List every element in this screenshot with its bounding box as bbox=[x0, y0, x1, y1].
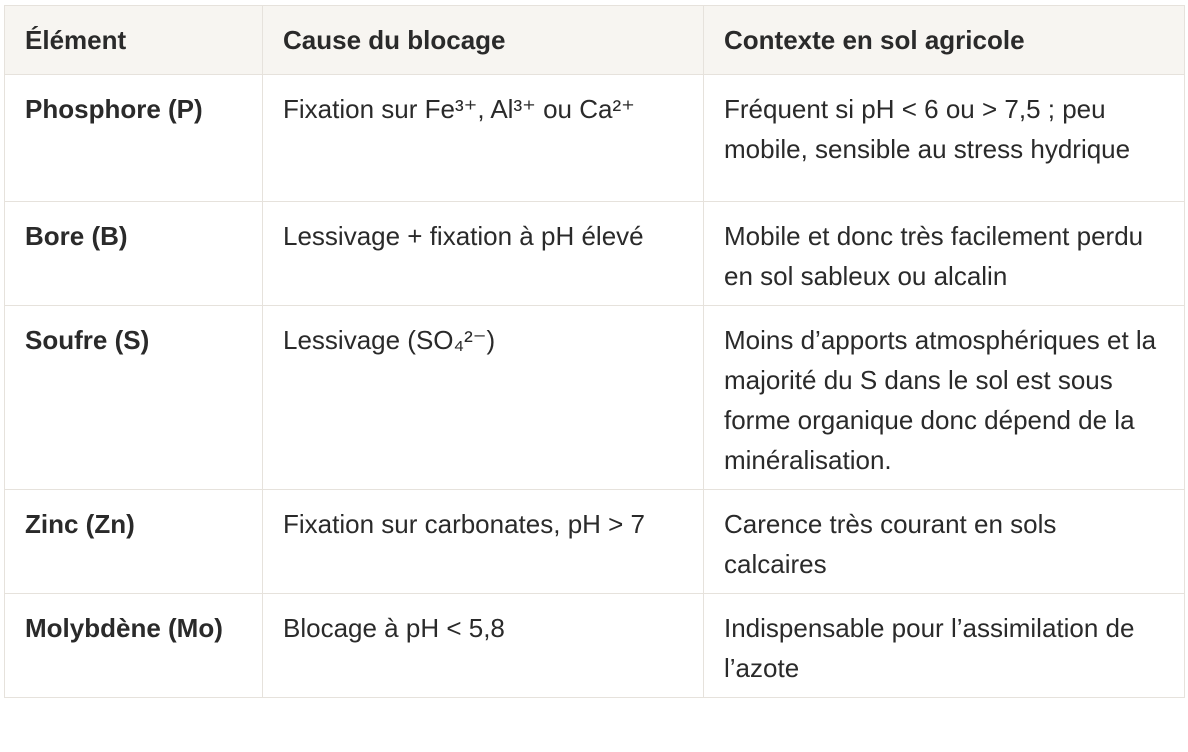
header-context: Contexte en sol agricole bbox=[704, 6, 1185, 75]
cell-element: Molybdène (Mo) bbox=[5, 594, 263, 698]
table-row bbox=[5, 202, 1185, 306]
cell-element: Phosphore (P) bbox=[5, 75, 263, 202]
cell-context: Moins d’apports atmosphériques et la majorité du S dans le sol est sous forme organique donc dépend de la minéralisation. bbox=[704, 306, 1185, 490]
cell-context: Carence très courant en sols calcaires bbox=[704, 490, 1185, 594]
cell-element: Bore (B) bbox=[5, 202, 263, 306]
nutrient-blocking-table bbox=[4, 5, 1185, 698]
table-row bbox=[5, 490, 1185, 594]
table-row bbox=[5, 594, 1185, 698]
table-body bbox=[5, 75, 1185, 698]
cell-cause: Fixation sur carbonates, pH > 7 bbox=[263, 490, 704, 594]
table-row bbox=[5, 75, 1185, 202]
cell-context: Fréquent si pH < 6 ou > 7,5 ; peu mobile, sensible au stress hydrique bbox=[704, 75, 1185, 202]
table-header bbox=[5, 6, 1185, 75]
table-row bbox=[5, 306, 1185, 490]
cell-cause: Fixation sur Fe³⁺, Al³⁺ ou Ca²⁺ bbox=[263, 75, 704, 202]
cell-cause: Blocage à pH < 5,8 bbox=[263, 594, 704, 698]
header-element: Élément bbox=[5, 6, 263, 75]
header-cause: Cause du blocage bbox=[263, 6, 704, 75]
cell-cause: Lessivage + fixation à pH élevé bbox=[263, 202, 704, 306]
cell-element: Soufre (S) bbox=[5, 306, 263, 490]
nutrient-table-container bbox=[4, 5, 1184, 698]
cell-element: Zinc (Zn) bbox=[5, 490, 263, 594]
cell-context: Mobile et donc très facilement perdu en sol sableux ou alcalin bbox=[704, 202, 1185, 306]
header-row bbox=[5, 6, 1185, 75]
cell-context: Indispensable pour l’assimilation de l’azote bbox=[704, 594, 1185, 698]
cell-cause: Lessivage (SO₄²⁻) bbox=[263, 306, 704, 490]
